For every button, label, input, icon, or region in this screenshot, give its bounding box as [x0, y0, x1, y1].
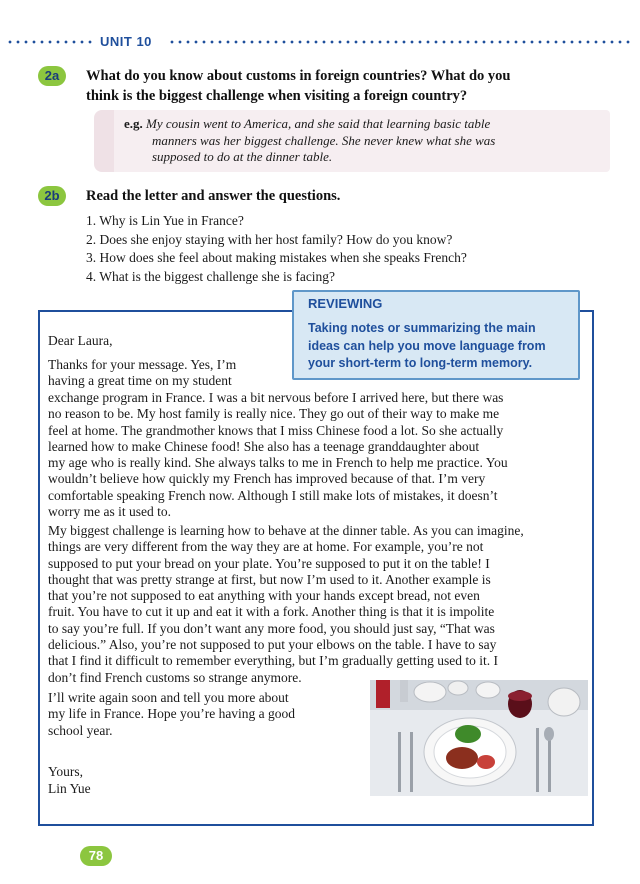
question-item: 1. Why is Lin Yue in France?: [86, 213, 244, 228]
letter-line: things are very different from the way they are at home. For example, you’re not: [48, 539, 484, 555]
letter-line: fruit. You have to cut it up and eat it with a fork. Another thing is that it is impolite: [48, 604, 495, 620]
letter-line: wouldn’t believe how quickly my French has improved because of that. I’m very: [48, 471, 486, 487]
dinner-table-illustration: [370, 680, 588, 796]
letter-line: my life in France. Hope you’re having a good: [48, 706, 296, 722]
letter-greeting: Dear Laura,: [48, 333, 113, 348]
example-line-1: My cousin went to America, and she said that learning basic table: [146, 116, 491, 131]
letter-line: thought that was pretty strange at first, but now I’m used to it. Another example is: [48, 571, 491, 587]
question-item: 4. What is the biggest challenge she is facing?: [86, 268, 336, 284]
letter-line: my age who is really kind. She always talks to me in French to help me practice. You: [48, 455, 508, 471]
question-list: [86, 212, 467, 286]
letter-closing: Yours,: [48, 764, 84, 779]
exercise-badge-2a: 2a: [38, 66, 66, 86]
letter-paragraph-2: [48, 523, 524, 686]
letter-line: that you’re not supposed to eat anything with your hands except bread, not even: [48, 588, 480, 604]
letter-line: My biggest challenge is learning how to behave at the dinner table. As you can imagine,: [48, 523, 524, 538]
reviewing-note: [292, 290, 580, 380]
unit-title: UNIT 10: [100, 34, 152, 49]
example-line-3: supposed to do at the dinner table.: [152, 149, 333, 164]
reviewing-line-2: ideas can help you move language from: [308, 338, 546, 353]
reviewing-line-1: Taking notes or summarizing the main: [308, 321, 536, 335]
question-item: 2. Does she enjoy staying with her host family? How do you know?: [86, 231, 453, 247]
letter-line: no reason to be. My host family is really nice. They go out of their way to make me: [48, 406, 500, 422]
example-text: [124, 116, 604, 166]
letter-line: that I find it difficult to remember everything, but I’m gradually getting used to it. I: [48, 653, 499, 669]
letter-line: exchange program in France. I was a bit nervous before I arrived here, but there was: [48, 390, 504, 405]
example-box: [110, 110, 610, 172]
letter-line: to say you’re full. If you don’t want any more food, you should just say, “That was: [48, 620, 495, 636]
letter-line: I’ll write again soon and tell you more about: [48, 690, 289, 705]
example-line-2: manners was her biggest challenge. She never knew what she was: [152, 132, 496, 148]
letter-line: school year.: [48, 722, 113, 738]
exercise-badge-2b: 2b: [38, 186, 66, 206]
letter-line: Thanks for your message. Yes, I’m: [48, 357, 237, 372]
letter-line: delicious.” Also, you’re not supposed to put your elbows on the table. I have to say: [48, 637, 497, 653]
example-box-band: [94, 110, 114, 172]
letter-line: having a great time on my student: [48, 373, 232, 389]
letter-line: comfortable speaking French now. Although I still make lots of mistakes, it doesn’t: [48, 487, 498, 503]
dotted-rule-left: [6, 40, 96, 44]
example-label: e.g.: [124, 116, 143, 131]
reviewing-title: REVIEWING: [308, 296, 383, 311]
letter-line: feel at home. The grandmother knows that I miss Chinese food a lot. So she actually: [48, 422, 504, 438]
dotted-rule-right: [168, 40, 634, 44]
question-item: 3. How does she feel about making mistakes when she speaks French?: [86, 250, 467, 265]
question-2a-line-1: What do you know about customs in foreign countries? What do you: [86, 68, 511, 84]
reviewing-line-3: your short-term to long-term memory.: [308, 356, 533, 370]
unit-header: [0, 34, 640, 52]
question-2b-heading: Read the letter and answer the questions.: [86, 188, 341, 204]
letter-line: supposed to put your bread on your plate. You’re supposed to put it on the table! I: [48, 555, 490, 571]
letter-signature: Lin Yue: [48, 781, 91, 796]
letter-line: learned how to make Chinese food! She also has a teenage granddaughter about: [48, 438, 480, 454]
letter-paragraph-1-intro: [48, 357, 236, 390]
page-number: 78: [80, 846, 112, 866]
question-2a-line-2: think is the biggest challenge when visiting a foreign country?: [86, 88, 468, 104]
reviewing-text: [308, 320, 570, 373]
letter-line: worry me as it used to.: [48, 504, 171, 520]
letter-line: don’t find French customs so strange anymore.: [48, 669, 302, 685]
letter-paragraph-1: [48, 390, 508, 520]
dinner-table-photo: [370, 680, 588, 796]
letter-paragraph-3: [48, 690, 295, 739]
